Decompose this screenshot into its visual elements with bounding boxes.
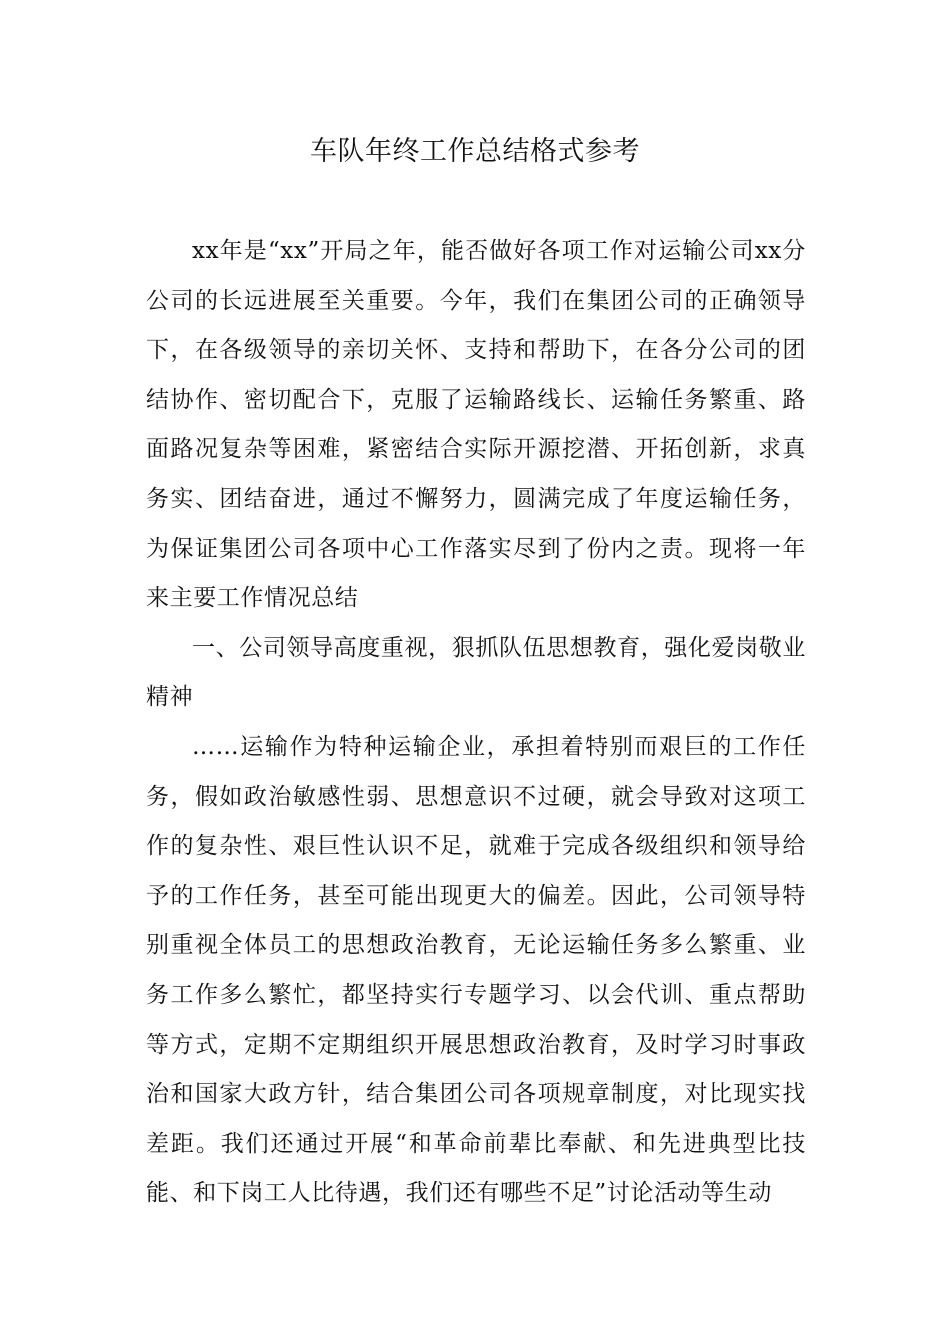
paragraph-section-body: ……运输作为特种运输企业，承担着特别而艰巨的工作任务，假如政治敏感性弱、思想意识不过硬，就会导致对这项工作的复杂性、艰巨性认识不足，就难于完成各级组织和领导给予的工作任务，甚至可能出现更大的偏差。因此，公司领导特别重视全体员工的思想政治教育，无论运输任务多么繁重、业务工作多么繁忙，都坚持实行专题学习、以会代训、重点帮助等方式，定期不定期组织开展思想政治教育，及时学习时事政治和国家大政方针，结合集团公司各项规章制度，对比现实找差距。我们还通过开展“和革命前辈比奉献、和先进典型比技能、和下岗工人比待遇，我们还有哪些不足”讨论活动等生动 <box>146 733 806 1207</box>
paragraph-intro: xx年是“xx”开局之年，能否做好各项工作对运输公司xx分公司的长远进展至关重要。今年，我们在集团公司的正确领导下，在各级领导的亲切关怀、支持和帮助下，在各分公司的团结协作、密切配合下，克服了运输路线长、运输任务繁重、路面路况复杂等困难，紧密结合实际开源挖潜、开拓创新，求真务实、团结奋进，通过不懈努力，圆满完成了年度运输任务，为保证集团公司各项中心工作落实尽到了份内之责。现将一年来主要工作情况总结 <box>146 238 806 612</box>
paragraph-section-heading: 一、公司领导高度重视，狠抓队伍思想教育，强化爱岗敬业精神 <box>146 634 806 711</box>
document-title: 车队年终工作总结格式参考 <box>310 136 640 167</box>
document-body <box>146 227 806 1219</box>
